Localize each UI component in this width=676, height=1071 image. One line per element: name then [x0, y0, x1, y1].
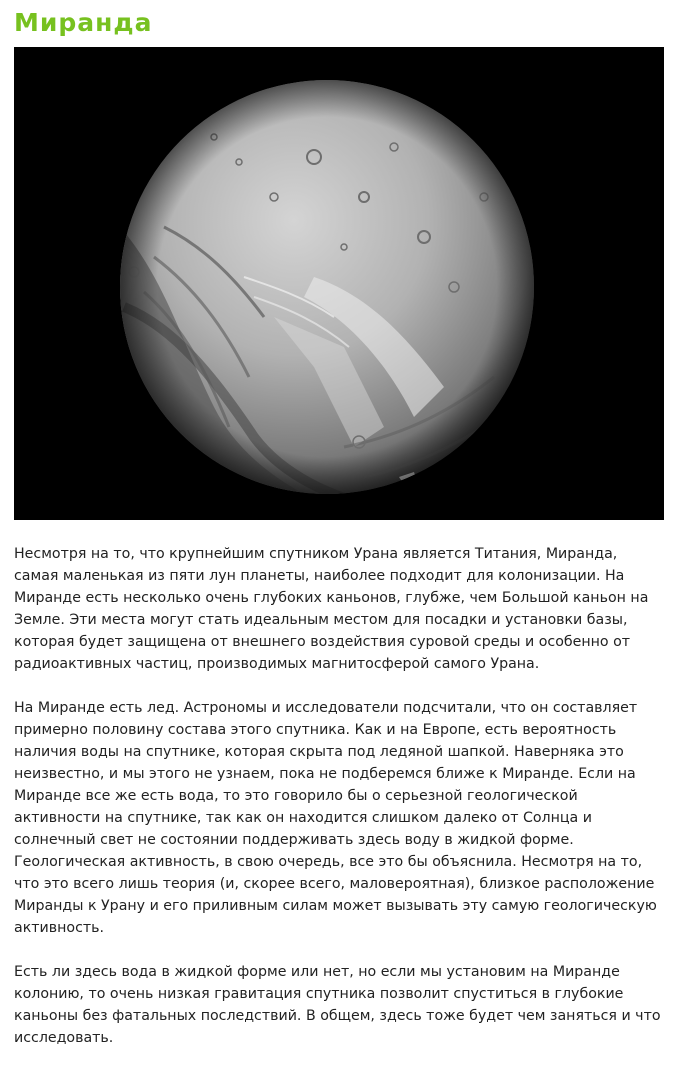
miranda-moon-illustration: [14, 47, 664, 520]
paragraph-2: На Миранде есть лед. Астрономы и исследователи подсчитали, что он составляет примерно половину состава этого спутника. Как и на Европе, есть вероятность наличия воды на спутнике, которая скрыта под ледяной шапкой. Наверняка это неизвестно, и мы этого не узнаем, пока не подберемся ближе к Миранде. Если на Миранде все же есть вода, то это говорило бы о серьезной геологической активности на спутнике, так как он находится слишком далеко от Солнца и солнечный свет не состоянии поддерживать здесь воду в жидкой форме. Геологическая активность, в свою очередь, все это бы объяснила. Несмотря на то, что это всего лишь теория (и, скорее всего, маловероятная), близкое расположение Миранды к Урану и его приливным силам может вызывать эту самую геологическую активность.: [14, 700, 657, 936]
paragraph-1: Несмотря на то, что крупнейшим спутником Урана является Титания, Миранда, самая маленькая из пяти лун планеты, наиболее подходит для колонизации. На Миранде есть несколько очень глубоких каньонов, глубже, чем Большой каньон на Земле. Эти места могут стать идеальным местом для посадки и установки базы, которая будет защищена от внешнего воздействия суровой среды и особенно от радиоактивных частиц, производимых магнитосферой самого Урана.: [14, 546, 649, 672]
paragraph-3: Есть ли здесь вода в жидкой форме или нет, но если мы установим на Миранде колонию, то очень низкая гравитация спутника позволит спуститься в глубокие каньоны без фатальных последствий. В общем, здесь тоже будет чем заняться и что исследовать.: [14, 964, 661, 1046]
article-title: Миранда: [14, 8, 153, 37]
miranda-photo: [14, 47, 664, 520]
article-body: [14, 543, 666, 1071]
